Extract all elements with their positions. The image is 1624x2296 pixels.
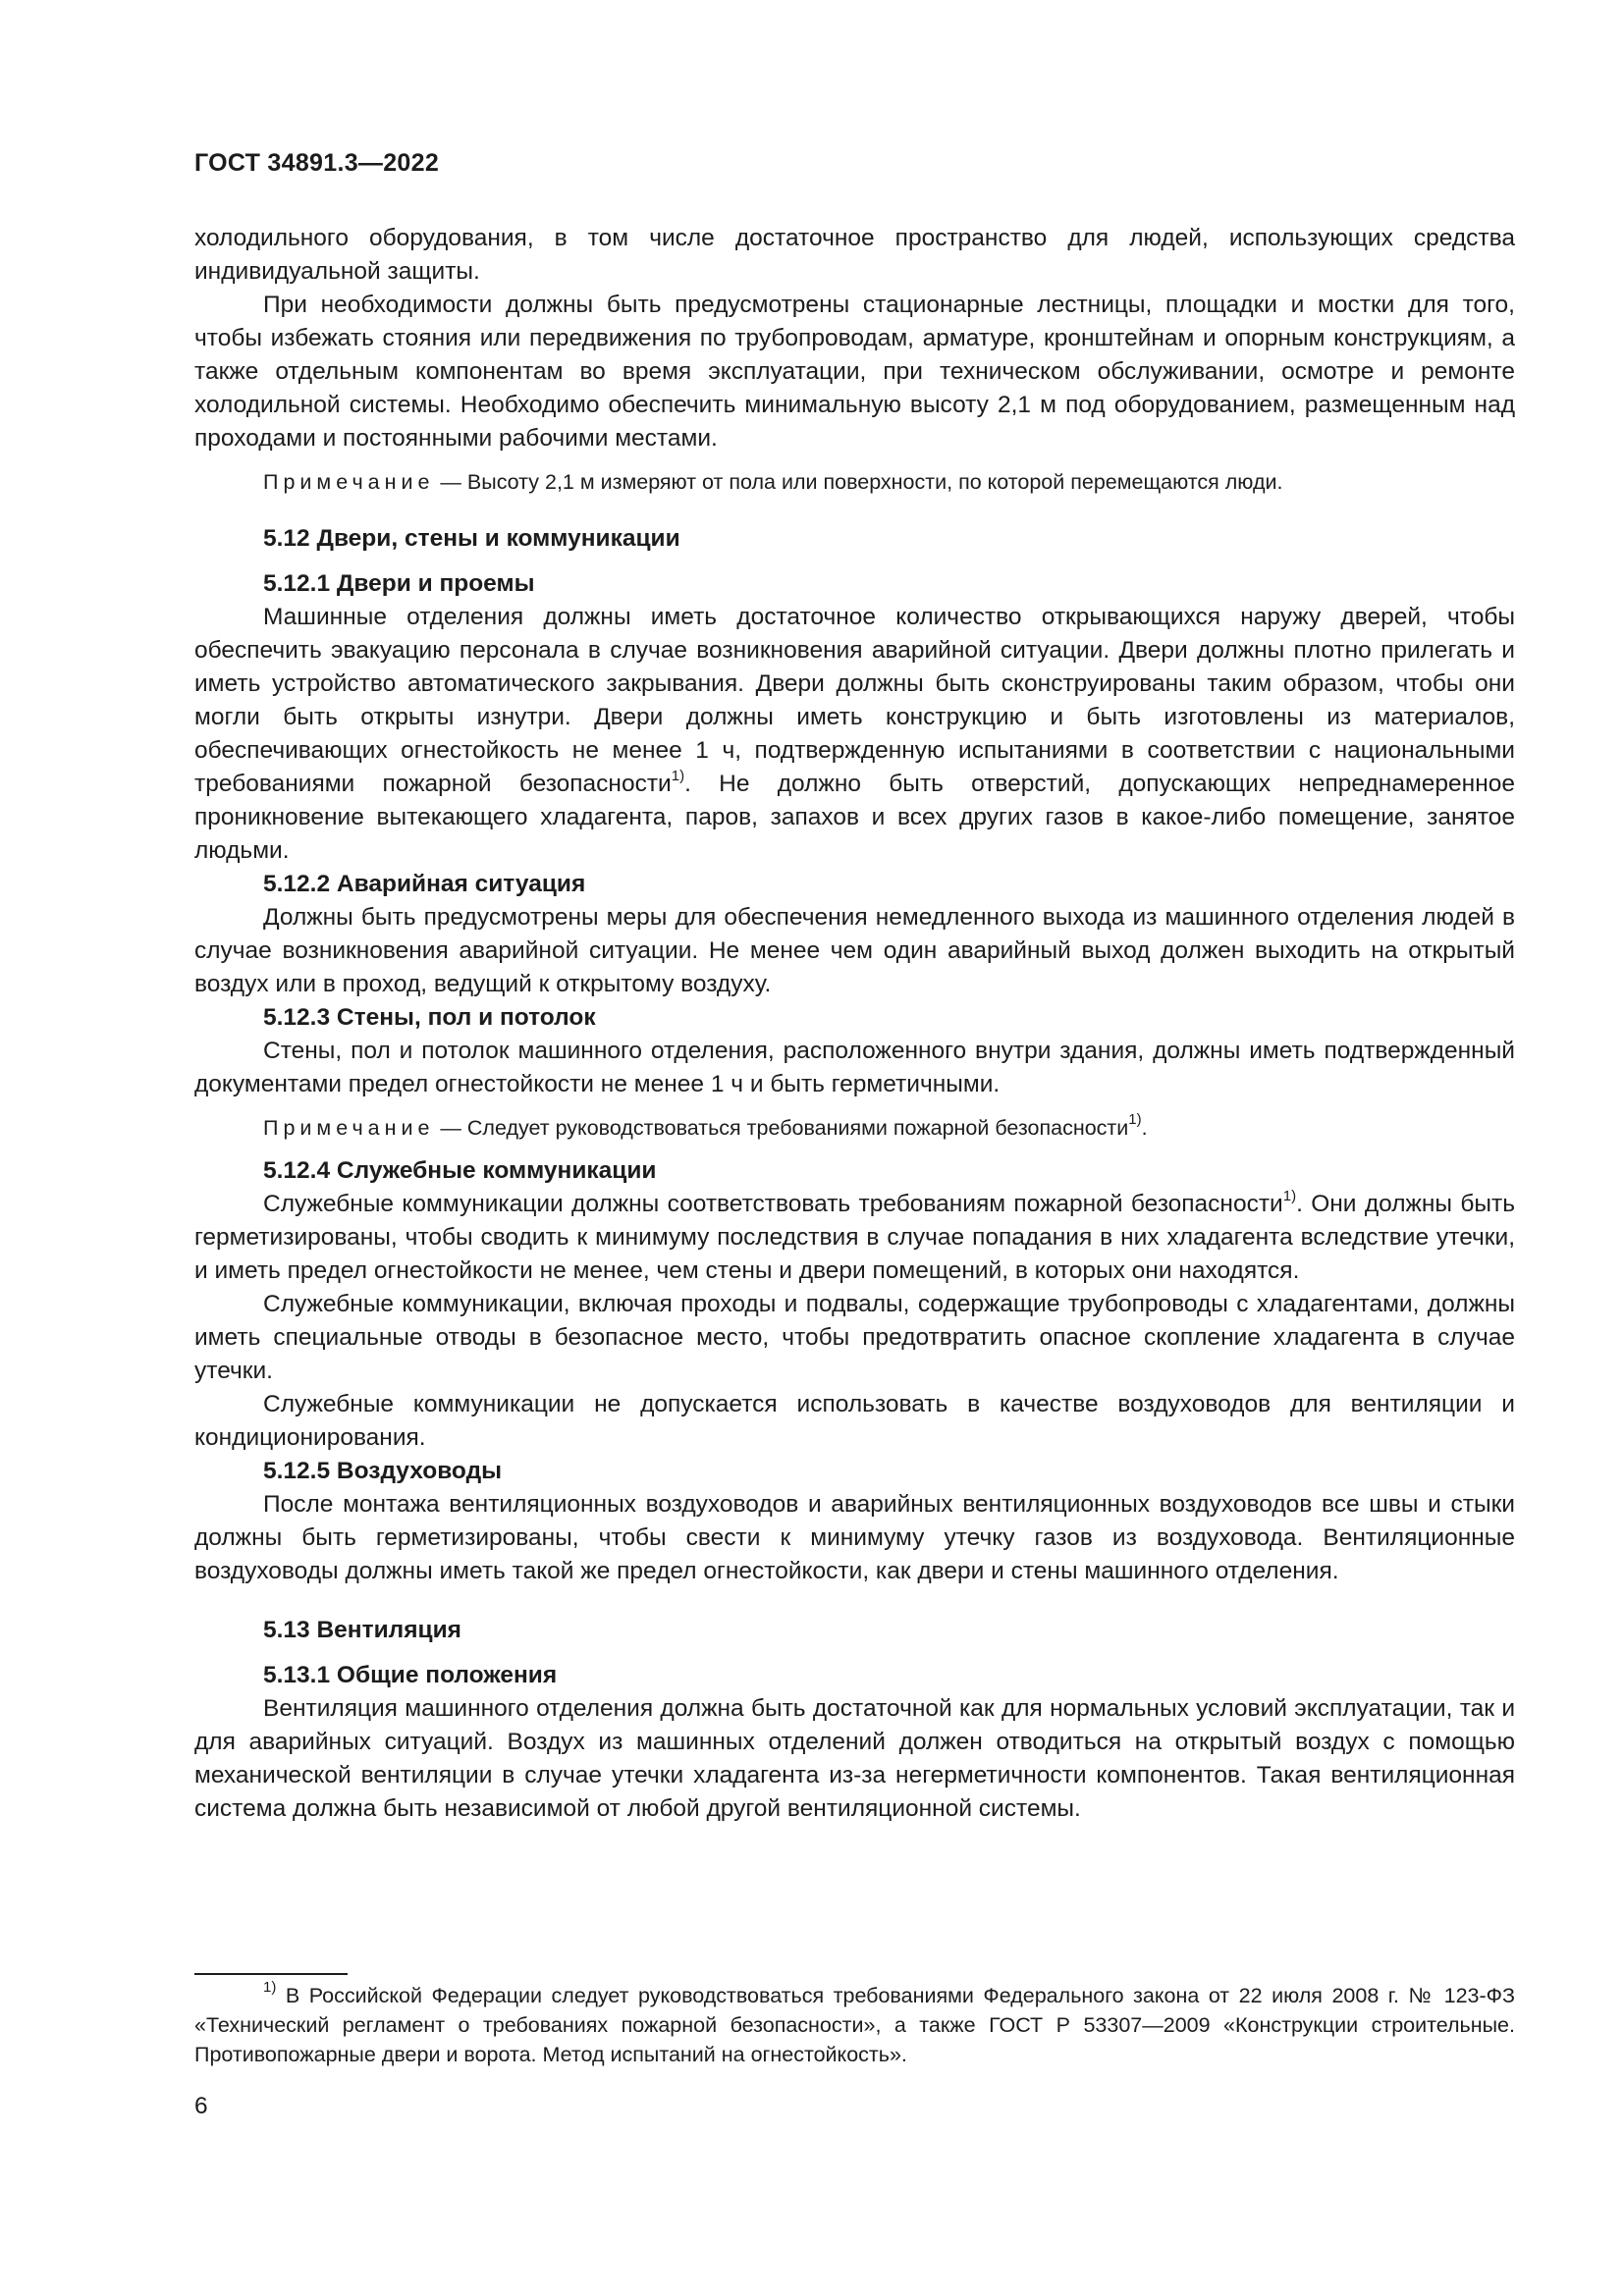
note-text: — Следует руководствоваться требованиями пожарной безопасности: [434, 1116, 1129, 1140]
paragraph-text: Служебные коммуникации должны соответствовать требованиям пожарной безопасности: [263, 1191, 1283, 1217]
subsection-heading-5-12-5: 5.12.5 Воздуховоды: [263, 1458, 503, 1484]
subsection-heading-5-12-2: 5.12.2 Аварийная ситуация: [263, 871, 586, 897]
footnote: [194, 1981, 1515, 2069]
note-label: Примечание: [263, 470, 435, 494]
footnote-reference[interactable]: 1): [671, 768, 685, 784]
paragraph-text: . Они должны быть герметизированы, чтобы сводить к минимуму последствия в случае попадания в них хладагента вследствие утечки, и иметь предел огнестойкости не менее, чем стены и двери помещений, в которых они находятся.: [194, 1191, 1515, 1284]
paragraph: Вентиляция машинного отделения должна быть достаточной как для нормальных условий эксплуатации, так и для аварийных ситуаций. Воздух из машинных отделений должен отводиться на открытый воздух с помощью механической вентиляции в случае утечки хладагента из-за негерметичности компонентов. Такая вентиляционная система должна быть независимой от любой другой вентиляционной системы.: [194, 1695, 1515, 1822]
paragraph: Должны быть предусмотрены меры для обеспечения немедленного выхода из машинного отделения людей в случае возникновения аварийной ситуации. Не менее чем один аварийный выход должен выходить на открытый воздух или в проход, ведущий к открытому воздуху.: [194, 904, 1515, 997]
subsection-heading-5-12-1: 5.12.1 Двери и проемы: [263, 570, 535, 597]
footnote-reference[interactable]: 1): [1128, 1111, 1142, 1128]
paragraph: Служебные коммуникации не допускается использовать в качестве воздуховодов для вентиляции и кондиционирования.: [194, 1391, 1515, 1451]
page-number: 6: [194, 2093, 208, 2119]
footnote-text: В Российской Федерации следует руководствоваться требованиями Федерального закона от 22 июля 2008 г. № 123-ФЗ «Технический регламент о требованиях пожарной безопасности», а также ГОСТ Р 53307—2009 «Конструкции строительные. Противопожарные двери и ворота. Метод испытаний на огнестойкость».: [194, 1984, 1515, 2066]
paragraph: [194, 601, 1515, 868]
paragraph: Стены, пол и потолок машинного отделения, расположенного внутри здания, должны иметь подтвержденный документами предел огнестойкости не менее 1 ч и быть герметичными.: [194, 1038, 1515, 1097]
subsection-heading-5-12-4: 5.12.4 Служебные коммуникации: [263, 1157, 657, 1184]
document-code-header: ГОСТ 34891.3—2022: [194, 149, 440, 177]
paragraph: Служебные коммуникации, включая проходы и подвалы, содержащие трубопроводы с хладагентами, должны иметь специальные отводы в безопасное место, чтобы предотвратить опасное скопление хладагента в случае утечки.: [194, 1291, 1515, 1384]
paragraph-text: Машинные отделения должны иметь достаточное количество открывающихся наружу дверей, чтобы обеспечить эвакуацию персонала в случае возникновения аварийной ситуации. Двери должны плотно прилегать и иметь устройство автоматического закрывания. Двери должны быть сконструированы таким образом, чтобы они могли быть открыты изнутри. Двери должны иметь конструкцию и быть изготовлены из материалов, обеспечивающих огнестойкость не менее 1 ч, подтвержденную испытаниями в соответствии с национальными требованиями пожарной безопасности: [194, 604, 1515, 797]
paragraph: После монтажа вентиляционных воздуховодов и аварийных вентиляционных воздуховодов все швы и стыки должны быть герметизированы, чтобы свести к минимуму утечку газов из воздуховода. Вентиляционные воздуховоды должны иметь такой же предел огнестойкости, как двери и стены машинного отделения.: [194, 1491, 1515, 1584]
footnote-marker: 1): [263, 1979, 277, 1996]
note-label: Примечание: [263, 1116, 435, 1140]
paragraph: [194, 1188, 1515, 1288]
note: [194, 467, 1515, 497]
paragraph: холодильного оборудования, в том числе достаточное пространство для людей, использующих средства индивидуальной защиты.: [194, 225, 1515, 285]
subsection-heading-5-13-1: 5.13.1 Общие положения: [263, 1662, 558, 1688]
note-text: .: [1141, 1116, 1148, 1140]
paragraph-text: . Не должно быть отверстий, допускающих непреднамеренное проникновение вытекающего хладагента, паров, запахов и всех других газов в какое-либо помещение, занятое людьми.: [194, 771, 1515, 864]
subsection-heading-5-12-3: 5.12.3 Стены, пол и потолок: [263, 1004, 596, 1031]
section-heading-5-13: 5.13 Вентиляция: [263, 1617, 461, 1643]
footnote-reference[interactable]: 1): [1282, 1188, 1297, 1204]
paragraph: При необходимости должны быть предусмотрены стационарные лестницы, площадки и мостки для того, чтобы избежать стояния или передвижения по трубопроводам, арматуре, кронштейнам и опорным конструкциям, а также отдельным компонентам во время эксплуатации, при техническом обслуживании, осмотре и ремонте холодильной системы. Необходимо обеспечить минимальную высоту 2,1 м под оборудованием, размещенным над проходами и постоянными рабочими местами.: [194, 292, 1515, 452]
note-text: — Высоту 2,1 м измеряют от пола или поверхности, по которой перемещаются люди.: [434, 470, 1283, 494]
footnote-divider: [194, 1973, 348, 1975]
document-body: [194, 222, 1515, 1826]
section-heading-5-12: 5.12 Двери, стены и коммуникации: [263, 525, 680, 552]
note: [194, 1113, 1515, 1143]
